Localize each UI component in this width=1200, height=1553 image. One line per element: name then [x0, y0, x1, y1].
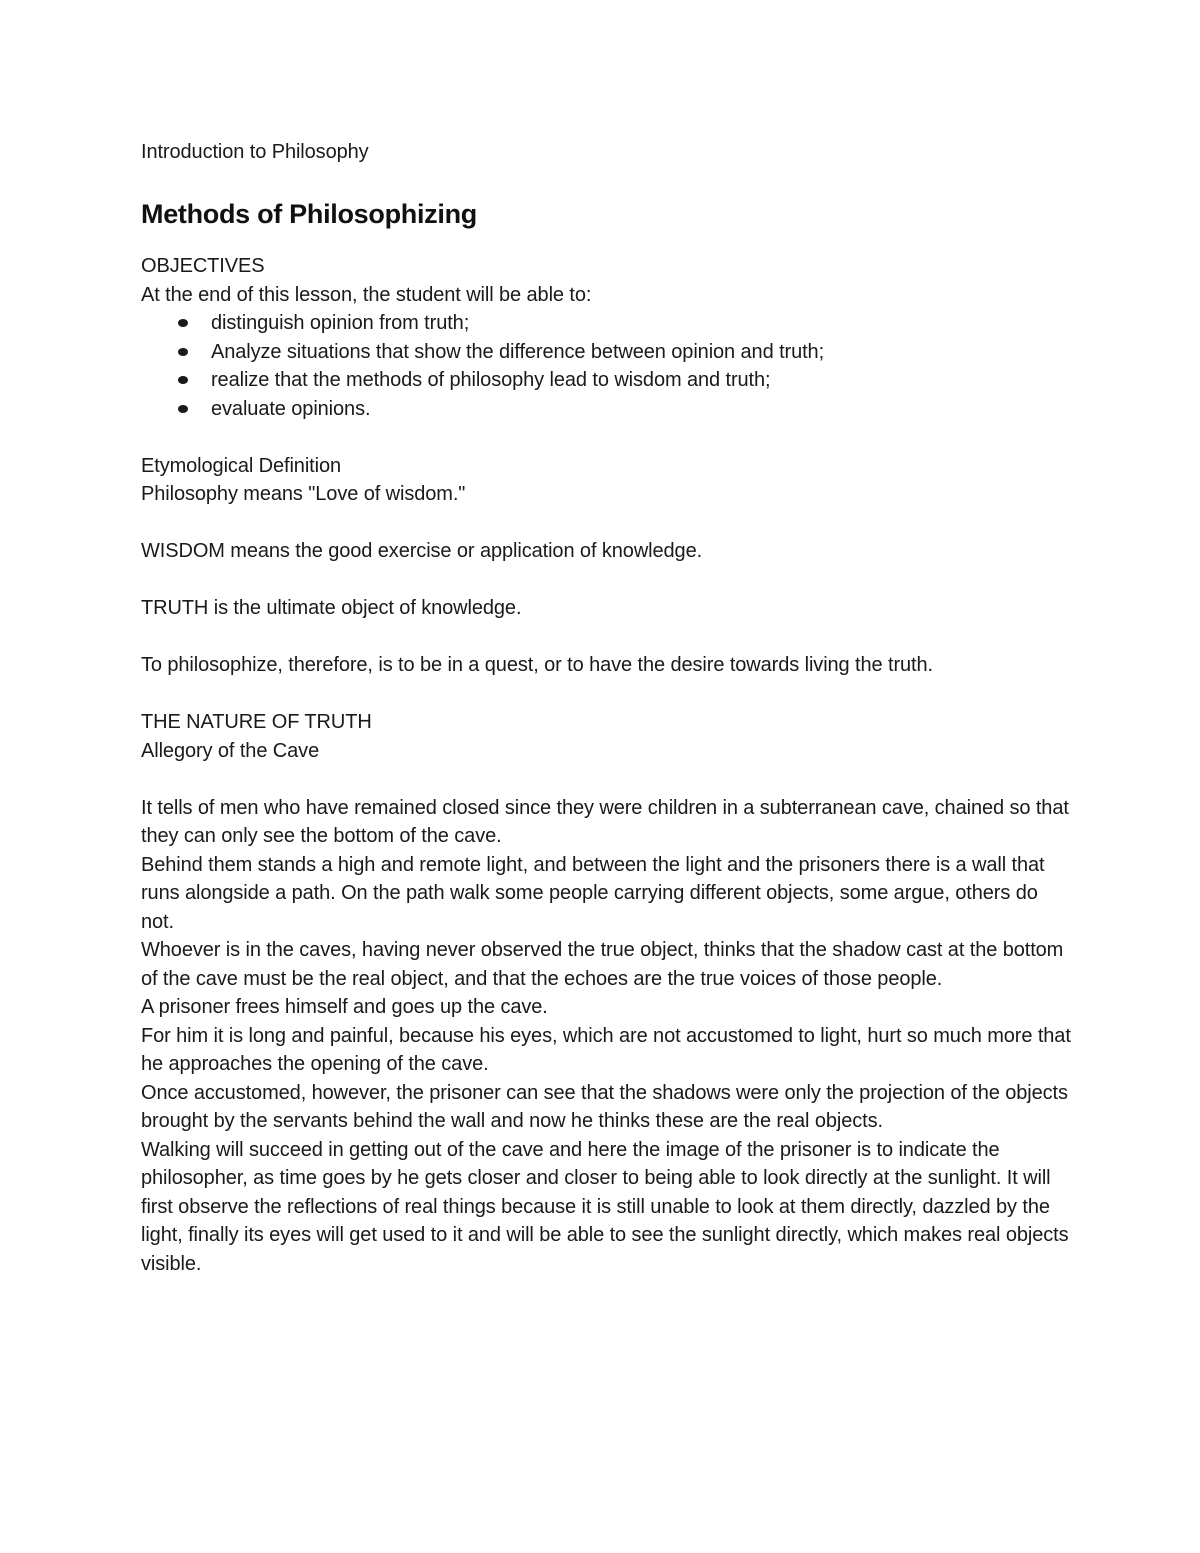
allegory-subheading: Allegory of the Cave	[141, 739, 320, 762]
objectives-intro: At the end of this lesson, the student will be able to:	[141, 283, 592, 306]
nature-heading: THE NATURE OF TRUTH	[141, 711, 372, 733]
bullet-icon	[178, 405, 188, 413]
bullet-icon	[178, 376, 188, 384]
objectives-heading: OBJECTIVES	[141, 255, 265, 277]
objective-text: Analyze situations that show the difference between opinion and truth;	[211, 340, 825, 363]
paragraph: It tells of men who have remained closed since they were children in a subterranean cave, chained so that they can only see the bottom of the cave.	[141, 796, 1069, 847]
paragraph: Walking will succeed in getting out of the cave and here the image of the prisoner is to indicate the philosopher, as time goes by he gets closer and closer to being able to look directly at the sunlight. It will first observe the reflections of real things because it is still unable to look at them directly, dazzled by the light, finally its eyes will get used to it and will be able to see the sunlight directly, which makes real objects visible.	[141, 1138, 1069, 1275]
page-title: Methods of Philosophizing	[141, 199, 477, 229]
document-body	[141, 138, 1076, 1278]
paragraph: For him it is long and painful, because his eyes, which are not accustomed to light, hurt so much more that he approaches the opening of the cave.	[141, 1024, 1071, 1075]
course-name: Introduction to Philosophy	[141, 141, 369, 163]
list-item	[141, 395, 1076, 424]
objective-text: evaluate opinions.	[211, 397, 371, 420]
etymology-heading: Etymological Definition	[141, 454, 342, 477]
list-item	[141, 366, 1076, 395]
list-item	[141, 338, 1076, 367]
objective-text: distinguish opinion from truth;	[211, 312, 470, 334]
bullet-icon	[178, 319, 188, 327]
bullet-icon	[178, 348, 188, 356]
philosophize-statement: To philosophize, therefore, is to be in a quest, or to have the desire towards living the truth.	[141, 654, 933, 676]
allegory-text	[141, 794, 1076, 1279]
objectives-list	[141, 309, 1076, 423]
paragraph: A prisoner frees himself and goes up the cave.	[141, 996, 548, 1018]
objective-text: realize that the methods of philosophy lead to wisdom and truth;	[211, 369, 771, 391]
paragraph: Once accustomed, however, the prisoner can see that the shadows were only the projection of the objects brought by the servants behind the wall and now he thinks these are the real objects.	[141, 1081, 1068, 1132]
etymology-text: Philosophy means "Love of wisdom."	[141, 483, 466, 505]
wisdom-definition: WISDOM means the good exercise or application of knowledge.	[141, 540, 703, 562]
paragraph: Behind them stands a high and remote light, and between the light and the prisoners there is a wall that runs alongside a path. On the path walk some people carrying different objects, some argue, others do not.	[141, 853, 1045, 933]
list-item	[141, 309, 1076, 338]
truth-definition: TRUTH is the ultimate object of knowledge.	[141, 597, 522, 619]
paragraph: Whoever is in the caves, having never observed the true object, thinks that the shadow cast at the bottom of the cave must be the real object, and that the echoes are the true voices of those people.	[141, 939, 1064, 990]
